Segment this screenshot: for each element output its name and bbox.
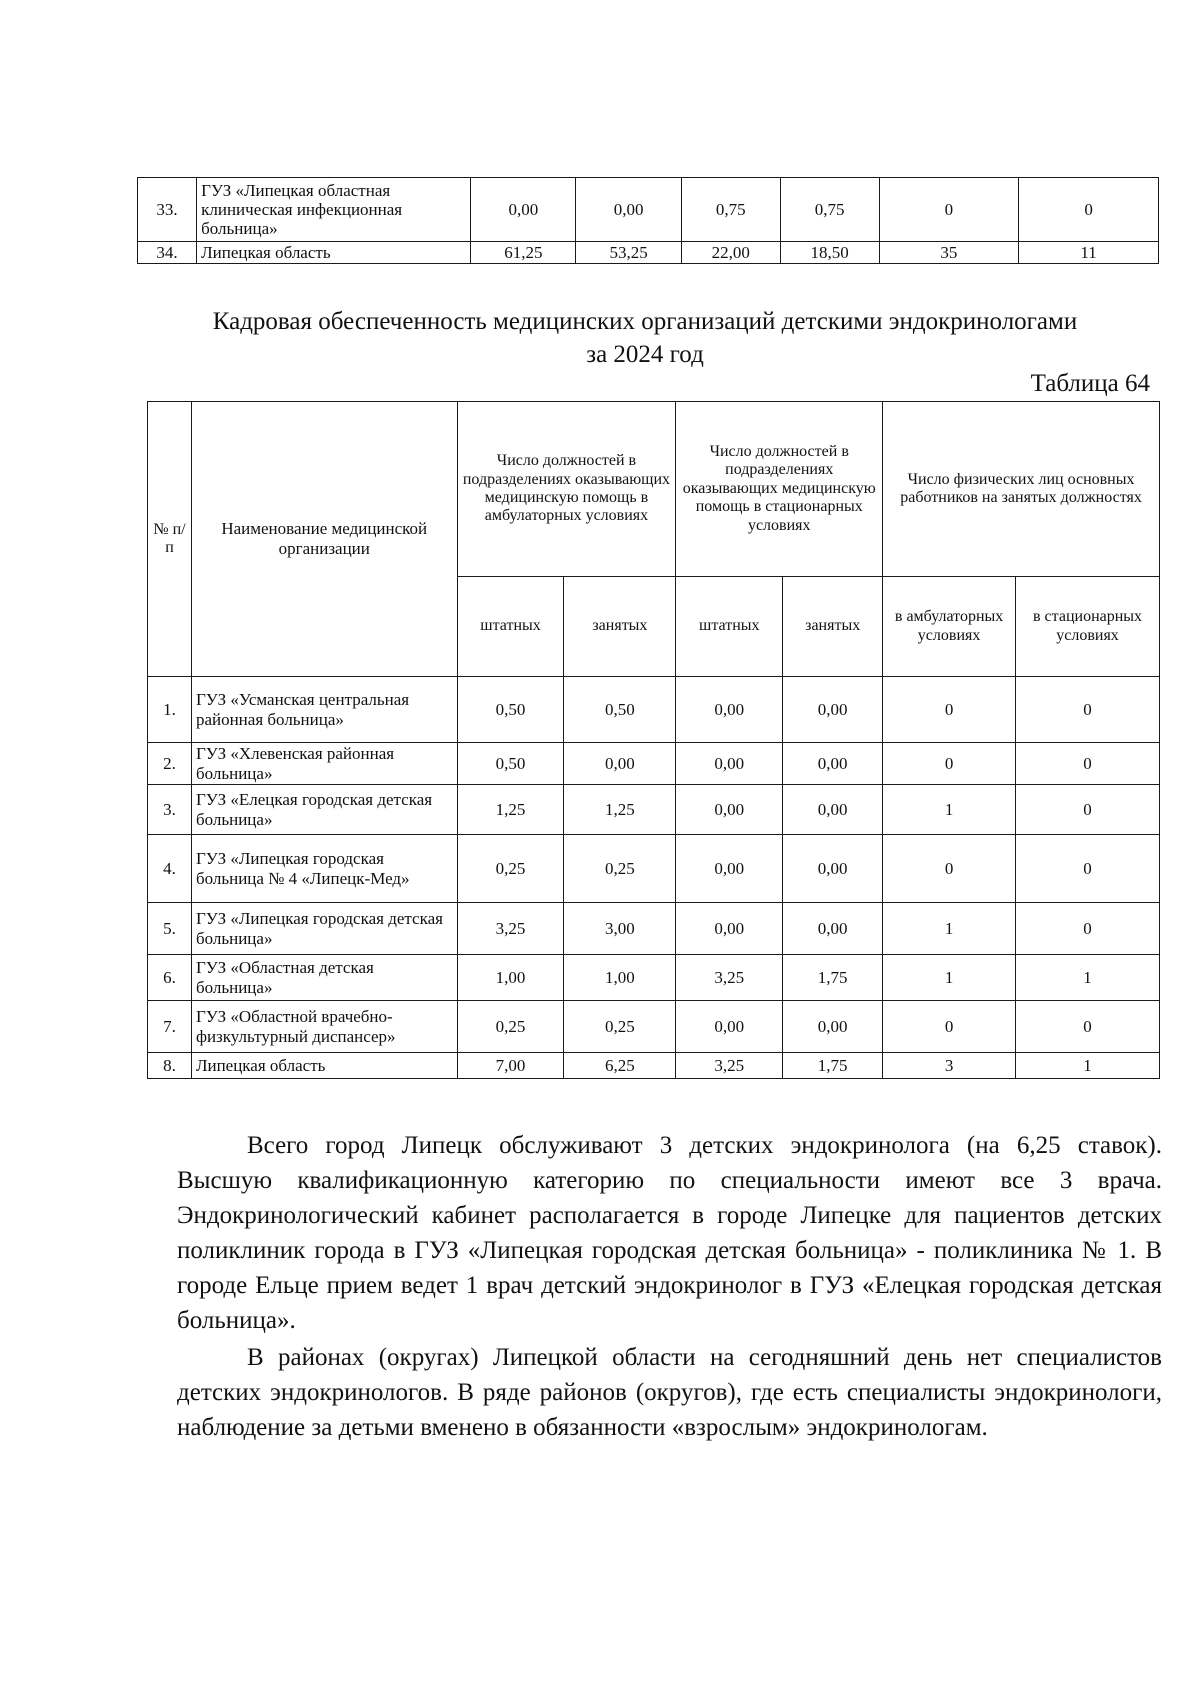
table-cell: 1,75 <box>783 955 883 1001</box>
row-number: 33. <box>138 178 197 242</box>
table-cell: 3,25 <box>676 1053 783 1079</box>
table-cell: 1 <box>1016 955 1160 1001</box>
table-row <box>148 743 1160 785</box>
organization-name: ГУЗ «Липецкая областная клиническая инфекционная больница» <box>197 178 471 242</box>
table-cell: 0,75 <box>780 178 879 242</box>
organization-name: ГУЗ «Липецкая городская больница № 4 «Липецк-Мед» <box>191 835 457 903</box>
table-cell: 0,00 <box>576 178 681 242</box>
organization-name: ГУЗ «Областной врачебно-физкультурный диспансер» <box>191 1001 457 1053</box>
row-number: 5. <box>148 903 192 955</box>
header-staff: штатных <box>676 577 783 677</box>
continuation-table <box>137 177 1159 264</box>
table-cell: 0 <box>879 178 1019 242</box>
table-cell: 0,00 <box>676 677 783 743</box>
table-row <box>148 835 1160 903</box>
table-row <box>148 903 1160 955</box>
table-cell: 0,50 <box>457 743 564 785</box>
table-cell: 0 <box>883 1001 1016 1053</box>
section-title <box>120 306 1170 371</box>
paragraph: В районах (округах) Липецкой области на сегодняшний день нет специалистов детских эндокринологов. В ряде районов (округов), где есть специалисты эндокринологи, наблюдение за детьми вменено в обязанности «взрослым» эндокринологам. <box>177 1344 1162 1441</box>
table-cell: 3,00 <box>564 903 676 955</box>
table-row <box>148 1053 1160 1079</box>
table-cell: 0 <box>1016 785 1160 835</box>
table-cell: 0,25 <box>457 1001 564 1053</box>
table-cell: 0,00 <box>676 1001 783 1053</box>
table-cell: 61,25 <box>471 242 576 264</box>
table-label: Таблица 64 <box>1030 370 1150 397</box>
table-cell: 0,25 <box>564 1001 676 1053</box>
table-row <box>148 955 1160 1001</box>
header-occupied: занятых <box>783 577 883 677</box>
row-number: 3. <box>148 785 192 835</box>
row-number: 1. <box>148 677 192 743</box>
table-cell: 0 <box>883 835 1016 903</box>
table-cell: 7,00 <box>457 1053 564 1079</box>
table-row <box>148 677 1160 743</box>
table-cell: 0,50 <box>457 677 564 743</box>
table-cell: 0 <box>1016 903 1160 955</box>
title-line: Кадровая обеспеченность медицинских организаций детскими эндокринологами <box>212 308 1078 335</box>
header-staff: штатных <box>457 577 564 677</box>
table-cell: 1,75 <box>783 1053 883 1079</box>
table-cell: 0,25 <box>457 835 564 903</box>
header-in-ambulatory: в амбулаторных условиях <box>883 577 1016 677</box>
table-cell: 1 <box>883 955 1016 1001</box>
table-cell: 0,00 <box>783 743 883 785</box>
table-cell: 6,25 <box>564 1053 676 1079</box>
title-line: за 2024 год <box>586 340 704 368</box>
header-num: № п/п <box>148 402 192 677</box>
organization-name: ГУЗ «Хлевенская районная больница» <box>191 743 457 785</box>
header-in-inpatient: в стационарных условиях <box>1016 577 1160 677</box>
table-row <box>138 242 1159 264</box>
organization-name: ГУЗ «Областная детская больница» <box>191 955 457 1001</box>
table-cell: 0 <box>1016 677 1160 743</box>
table-cell: 0,00 <box>676 903 783 955</box>
table-cell: 1 <box>883 785 1016 835</box>
table-cell: 1 <box>883 903 1016 955</box>
table-body <box>148 677 1160 1079</box>
row-number: 6. <box>148 955 192 1001</box>
header-ambulatory-positions: Число должностей в подразделениях оказывающих медицинскую помощь в амбулаторных условиях <box>457 402 676 577</box>
organization-name: ГУЗ «Усманская центральная районная больница» <box>191 677 457 743</box>
table-cell: 0 <box>1019 178 1159 242</box>
header-physical-persons: Число физических лиц основных работников на занятых должностях <box>883 402 1160 577</box>
table-cell: 0,00 <box>783 1001 883 1053</box>
organization-name: ГУЗ «Елецкая городская детская больница» <box>191 785 457 835</box>
row-number: 8. <box>148 1053 192 1079</box>
row-number: 2. <box>148 743 192 785</box>
row-number: 7. <box>148 1001 192 1053</box>
table-cell: 3,25 <box>676 955 783 1001</box>
table-cell: 3,25 <box>457 903 564 955</box>
table-cell: 0,00 <box>783 785 883 835</box>
header-name: Наименование медицинской организации <box>191 402 457 677</box>
table-row <box>138 178 1159 242</box>
header-inpatient-positions: Число должностей в подразделениях оказывающих медицинскую помощь в стационарных условиях <box>676 402 883 577</box>
table-cell: 0 <box>1016 835 1160 903</box>
organization-name: ГУЗ «Липецкая городская детская больница» <box>191 903 457 955</box>
table-cell: 53,25 <box>576 242 681 264</box>
table-cell: 22,00 <box>681 242 780 264</box>
table-cell: 1,25 <box>457 785 564 835</box>
table-cell: 0 <box>1016 1001 1160 1053</box>
organization-name: Липецкая область <box>197 242 471 264</box>
table-cell: 0,00 <box>676 785 783 835</box>
table-row <box>148 785 1160 835</box>
row-number: 34. <box>138 242 197 264</box>
table-cell: 0 <box>883 677 1016 743</box>
organization-name: Липецкая область <box>191 1053 457 1079</box>
paragraph: Всего город Липецк обслуживают 3 детских эндокринолога (на 6,25 ставок). Высшую квалификационную категорию по специальности имеют все 3 врача. Эндокринологический кабинет располагается в городе Липецке для пациентов детских поликлиник города в ГУЗ «Липецкая городская детская больница» - поликлиника № 1. В городе Ельце прием ведет 1 врач детский эндокринолог в ГУЗ «Елецкая городская детская больница». <box>177 1132 1162 1334</box>
table-cell: 0,00 <box>564 743 676 785</box>
table-row <box>148 1001 1160 1053</box>
table-cell: 11 <box>1019 242 1159 264</box>
table-cell: 0 <box>883 743 1016 785</box>
table-cell: 1 <box>1016 1053 1160 1079</box>
row-number: 4. <box>148 835 192 903</box>
table-cell: 0,25 <box>564 835 676 903</box>
table-cell: 0,75 <box>681 178 780 242</box>
header-row <box>148 402 1160 577</box>
table-cell: 0,00 <box>471 178 576 242</box>
table-cell: 0,00 <box>783 835 883 903</box>
table-cell: 18,50 <box>780 242 879 264</box>
staffing-table <box>147 401 1160 1079</box>
header-occupied: занятых <box>564 577 676 677</box>
table-cell: 0,00 <box>676 743 783 785</box>
table-cell: 35 <box>879 242 1019 264</box>
table-cell: 0 <box>1016 743 1160 785</box>
table-cell: 1,00 <box>564 955 676 1001</box>
table-cell: 3 <box>883 1053 1016 1079</box>
table-cell: 1,00 <box>457 955 564 1001</box>
table-cell: 1,25 <box>564 785 676 835</box>
table-cell: 0,50 <box>564 677 676 743</box>
table-cell: 0,00 <box>783 903 883 955</box>
table-cell: 0,00 <box>783 677 883 743</box>
table-cell: 0,00 <box>676 835 783 903</box>
